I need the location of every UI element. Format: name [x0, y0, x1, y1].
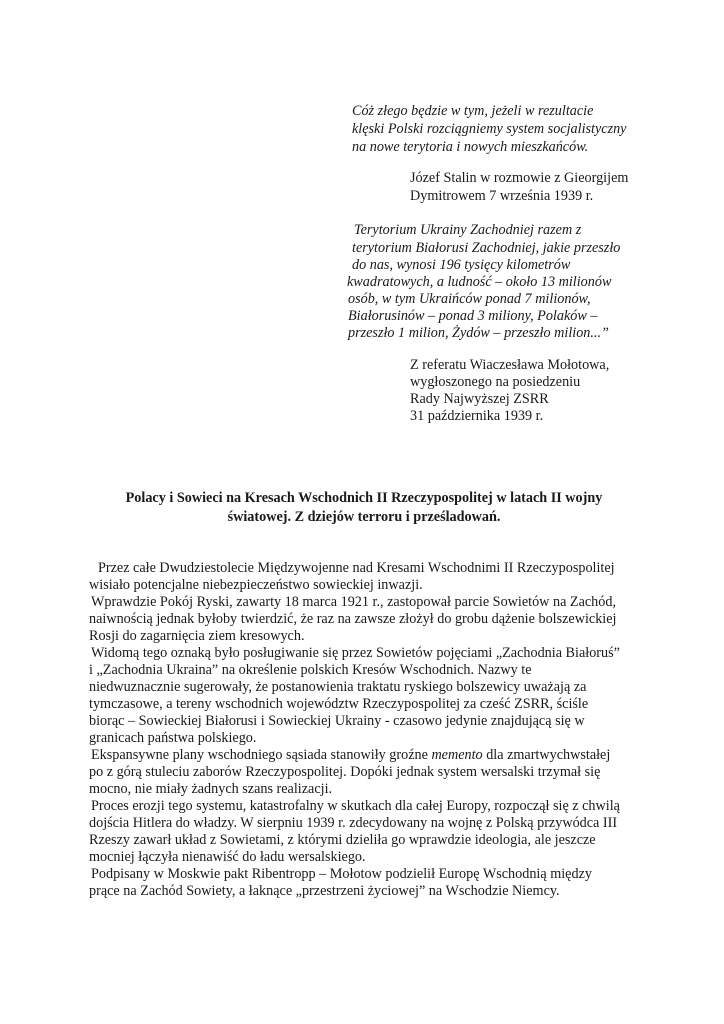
epigraph-attribution-line: wygłoszonego na posiedzeniu [410, 374, 581, 390]
paragraph-line: biorąc – Sowieckiej Białorusi i Sowieckiej Ukrainy - czasowo jedynie znajdującą się w [89, 713, 585, 729]
paragraph-line: prące na Zachód Sowiety, a łaknące „przestrzeni życiowej” na Wschodzie Niemcy. [89, 883, 560, 899]
paragraph-line: naiwnością jednak byłoby twierdzić, że raz na zawsze złożył do grobu dążenie bolszewickiej [89, 611, 617, 627]
paragraph-line: i „Zachodnia Ukraina” na określenie polskich Kresów Wschodnich. Nazwy te [89, 662, 532, 678]
paragraph-line: granicach państwa polskiego. [89, 730, 257, 746]
paragraph-line: Rzeszy zawarł układ z Sowietami, z którymi dzieliła go wprawdzie ideologia, ale jeszcze [89, 832, 596, 848]
epigraph-attribution-line: Józef Stalin w rozmowie z Gieorgijem [410, 170, 629, 186]
epigraph-quote-line: przeszło 1 milion, Żydów – przeszło milion...” [348, 325, 609, 341]
title-line: światowej. Z dziejów terroru i prześladowań. [227, 509, 501, 525]
paragraph-line: dojścia Hitlera do władzy. W sierpniu 1939 r. zdecydowany na wojnę z Polską przywódca III [89, 815, 618, 831]
epigraph-attribution-line: Rady Najwyższej ZSRR [410, 391, 549, 407]
paragraph-line: mocno, nie miały żadnych szans realizacji. [89, 781, 333, 797]
epigraph-quote-line: Białorusinów – ponad 3 miliony, Polaków – [348, 308, 598, 324]
epigraph-quote-line: Terytorium Ukrainy Zachodniej razem z [354, 222, 582, 238]
epigraph-quote-line: osób, w tym Ukraińców ponad 7 milionów, [348, 291, 591, 307]
epigraph-quote-line: terytorium Białorusi Zachodniej, jakie przeszło [352, 240, 621, 256]
emphasis-text: memento [431, 747, 483, 763]
epigraph-quote-line: do nas, wynosi 196 tysięcy kilometrów [352, 257, 571, 273]
title-line: Polacy i Sowieci na Kresach Wschodnich II Rzeczypospolitej w latach II wojny [125, 490, 603, 506]
paragraph-line: Przez całe Dwudziestolecie Międzywojenne nad Kresami Wschodnimi II Rzeczypospolitej [98, 560, 615, 576]
epigraph-attribution-line: Dymitrowem 7 września 1939 r. [410, 188, 594, 204]
paragraph-line: Widomą tego oznaką było posługiwanie się przez Sowietów pojęciami „Zachodnia Białoruś” [91, 645, 620, 661]
paragraph-text: Ekspansywne plany wschodniego sąsiada stanowiły groźne [91, 747, 432, 763]
paragraph-line: mocniej łączyła nienawiść do ładu wersalskiego. [89, 849, 366, 865]
paragraph-line: niedwuznacznie sugerowały, że postanowienia traktatu ryskiego bolszewicy uważają za [89, 679, 587, 695]
epigraph-attribution-line: 31 października 1939 r. [410, 408, 544, 424]
paragraph-line: Rosji do zagarnięcia ziem kresowych. [89, 628, 305, 644]
paragraph-line: po z górą stuleciu zaborów Rzeczypospolitej. Dopóki jednak system wersalski trzymał się [89, 764, 601, 780]
epigraph-quote-line: kwadratowych, a ludność – około 13 milionów [347, 274, 612, 290]
paragraph-line: wisiało potencjalne niebezpieczeństwo sowieckiej inwazji. [89, 577, 423, 593]
epigraph-quote-line: klęski Polski rozciągniemy system socjalistyczny [352, 121, 627, 137]
paragraph-line: Wprawdzie Pokój Ryski, zawarty 18 marca 1921 r., zastopował parcie Sowietów na Zachód, [91, 594, 616, 610]
paragraph-line: tymczasowe, a tereny wschodnich województw Rzeczypospolitej za cześć ZSRR, ściśle [89, 696, 589, 712]
epigraph-attribution-line: Z referatu Wiaczesława Mołotowa, [410, 357, 610, 373]
paragraph-text: dla zmartwychwstałej [482, 747, 611, 763]
paragraph-line: Proces erozji tego systemu, katastrofalny w skutkach dla całej Europy, rozpoczął się z chwilą [91, 798, 620, 814]
epigraph-quote-line: na nowe terytoria i nowych mieszkańców. [352, 139, 589, 155]
paragraph-line: Podpisany w Moskwie pakt Ribentropp – Mołotow podzielił Europę Wschodnią między [91, 866, 592, 882]
epigraph-quote-line: Cóż złego będzie w tym, jeżeli w rezultacie [352, 103, 594, 119]
paragraph-line [91, 747, 610, 764]
